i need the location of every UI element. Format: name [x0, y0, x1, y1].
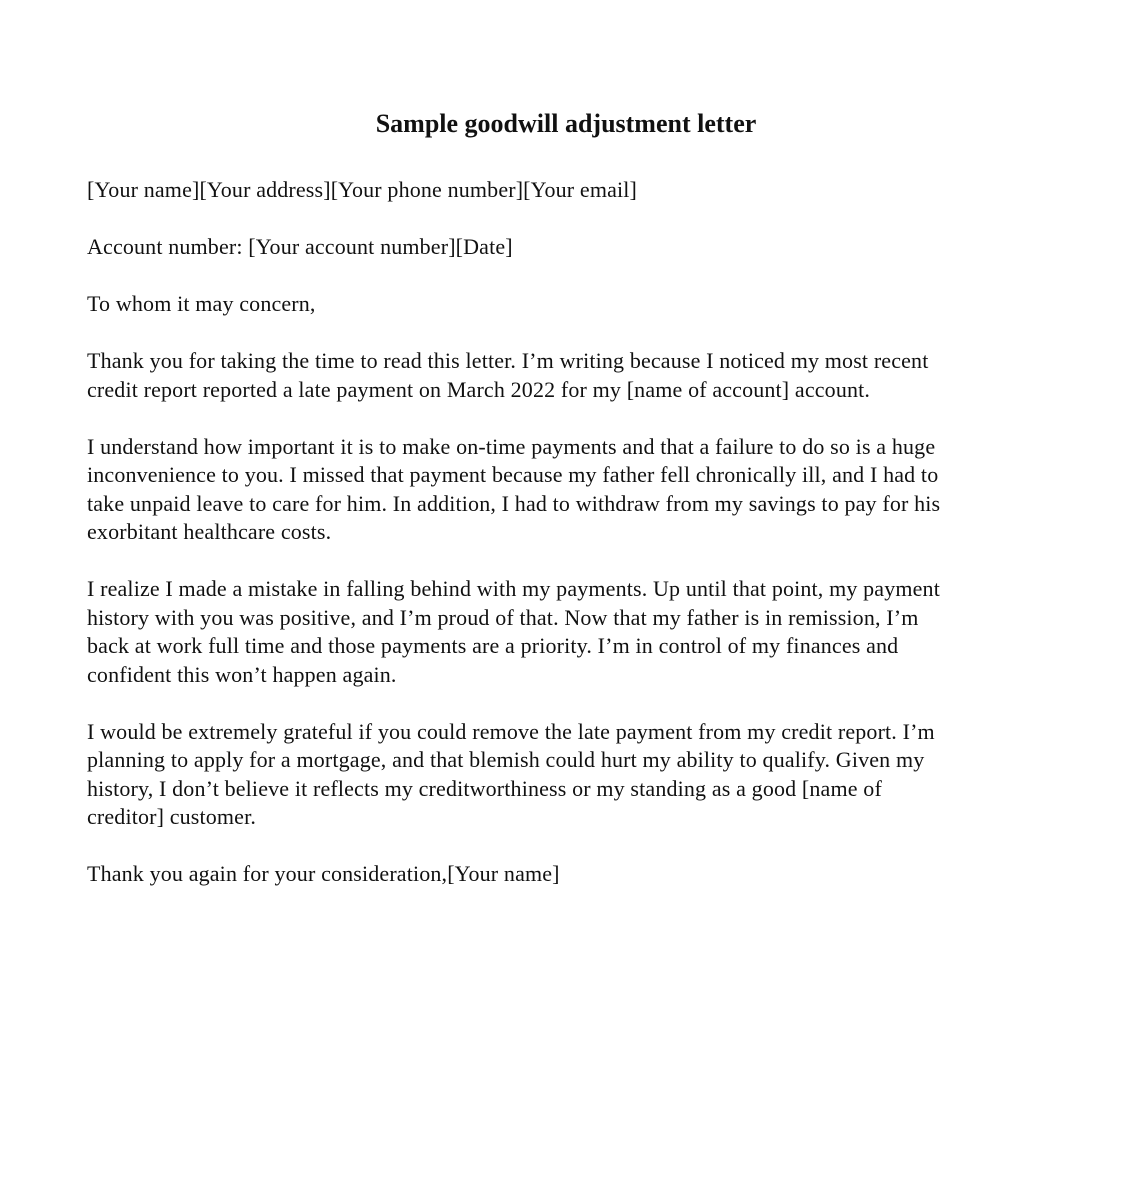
text-line: Account number: [Your account number][Date]	[87, 234, 513, 259]
intro-paragraph	[87, 347, 1037, 404]
account-info	[87, 233, 1037, 262]
text-line: history, I don’t believe it reflects my creditworthiness or my standing as a good [name of	[87, 775, 882, 801]
sender-info	[87, 176, 1037, 205]
text-line: creditor] customer.	[87, 804, 257, 829]
text-line: history with you was positive, and I’m proud of that. Now that my father is in remission, I’m	[87, 604, 919, 630]
text-line: take unpaid leave to care for him. In addition, I had to withdraw from my savings to pay for his	[87, 490, 941, 516]
text-line: Thank you again for your consideration,[Your name]	[87, 861, 560, 886]
text-line: planning to apply for a mortgage, and that blemish could hurt my ability to qualify. Given my	[87, 747, 925, 772]
text-line: [Your name][Your address][Your phone number][Your email]	[87, 177, 638, 202]
text-line: I would be extremely grateful if you could remove the late payment from my credit report. I’m	[87, 718, 935, 744]
responsibility-paragraph	[87, 575, 1037, 689]
letter-body	[87, 176, 1037, 917]
text-line: inconvenience to you. I missed that payment because my father fell chronically ill, and I had to	[87, 462, 939, 487]
request-paragraph	[87, 718, 1037, 832]
text-line: Thank you for taking the time to read this letter. I’m writing because I noticed my most recent	[87, 348, 929, 373]
text-line: I understand how important it is to make on-time payments and that a failure to do so is a huge	[87, 433, 936, 459]
text-line: credit report reported a late payment on March 2022 for my [name of account] account.	[87, 376, 871, 402]
text-line: confident this won’t happen again.	[87, 661, 397, 687]
closing	[87, 860, 1037, 889]
text-line: To whom it may concern,	[87, 291, 316, 316]
text-line: back at work full time and those payments are a priority. I’m in control of my finances and	[87, 633, 899, 658]
text-line: I realize I made a mistake in falling behind with my payments. Up until that point, my payment	[87, 576, 940, 601]
explanation-paragraph	[87, 433, 1037, 547]
page-title: Sample goodwill adjustment letter	[375, 109, 757, 138]
salutation	[87, 290, 1037, 319]
text-line: exorbitant healthcare costs.	[87, 519, 332, 544]
